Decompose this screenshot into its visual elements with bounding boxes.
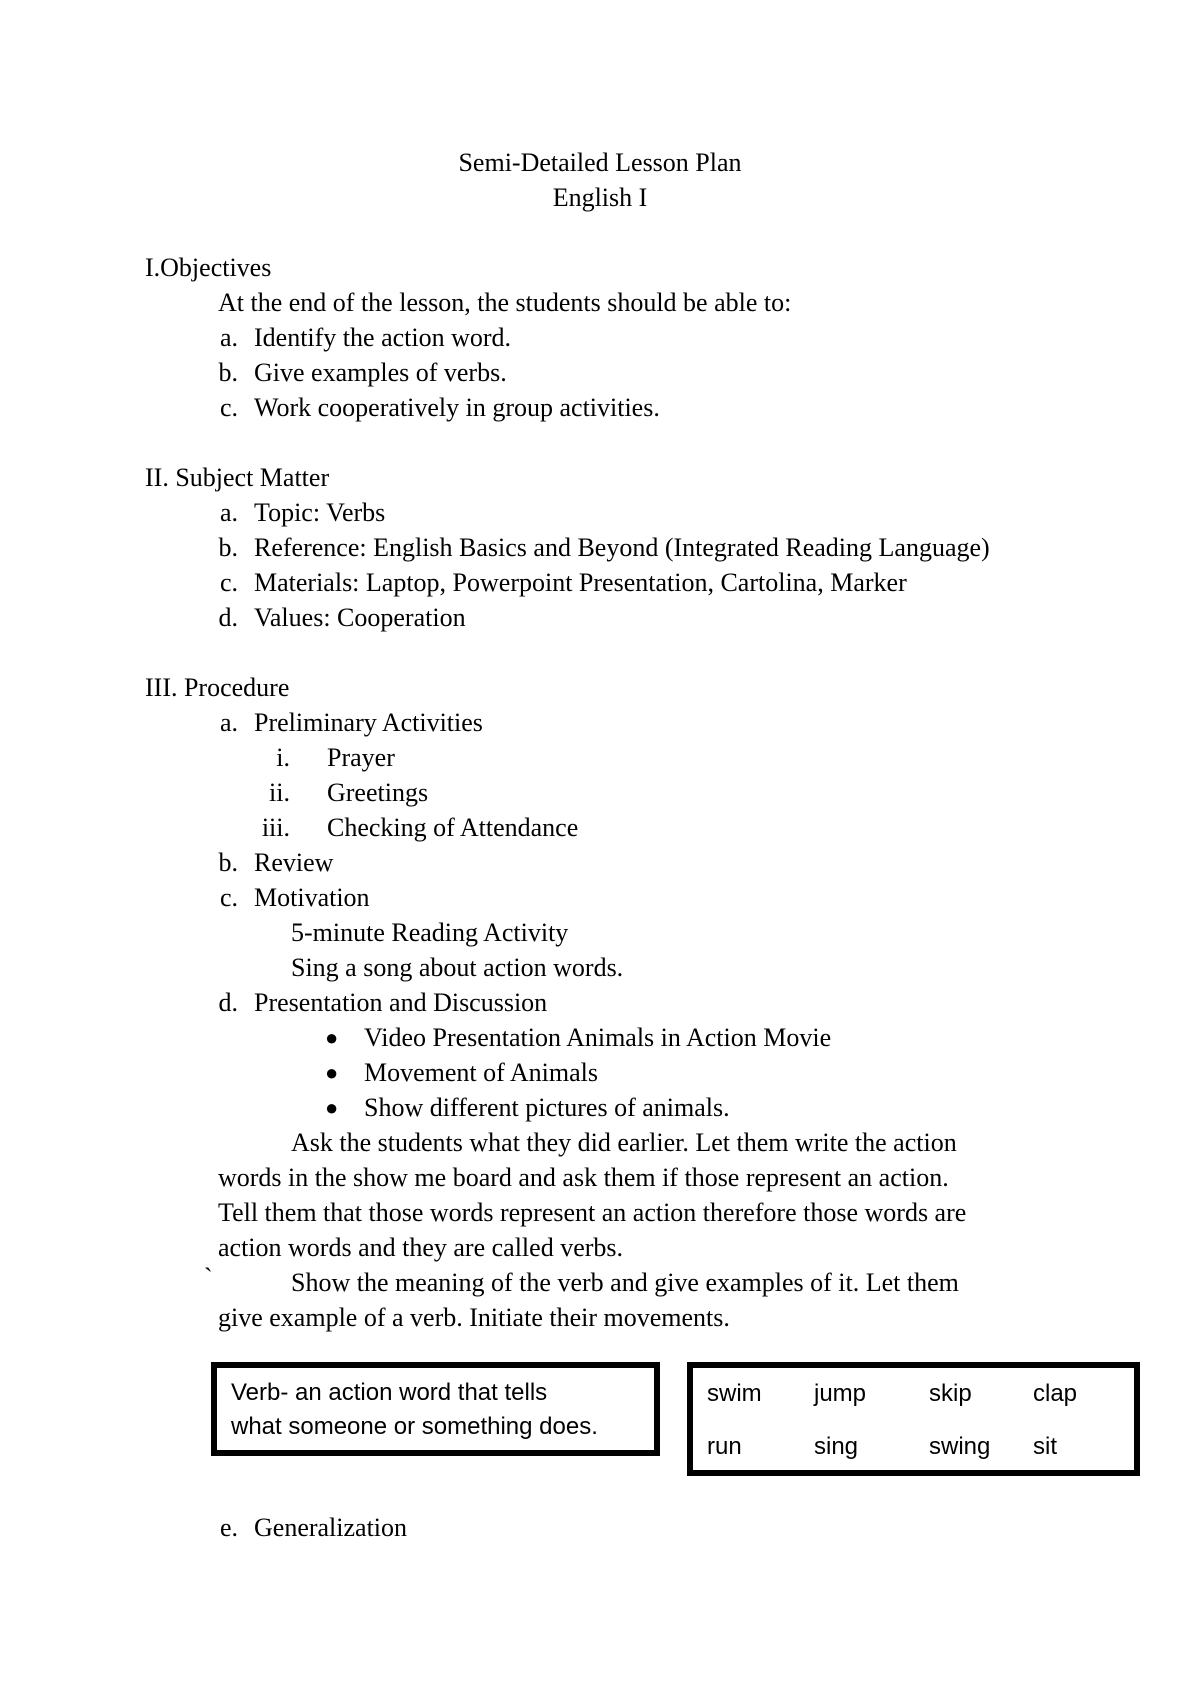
verb-word: sing <box>814 1433 859 1460</box>
verb-word: jump <box>814 1380 867 1407</box>
motivation-line: Sing a song about action words. <box>291 953 624 982</box>
list-marker: c. <box>219 568 238 597</box>
paragraph-line: Show the meaning of the verb and give examples of it. Let them <box>291 1268 959 1297</box>
list-marker: a. <box>219 323 238 352</box>
verb-examples-box <box>687 1362 1140 1476</box>
bullet-item: Video Presentation Animals in Action Movie <box>364 1023 832 1052</box>
verb-word: clap <box>1033 1380 1078 1407</box>
subject-item: Reference: English Basics and Beyond (Integrated Reading Language) <box>254 533 990 562</box>
review-item: Review <box>254 848 334 877</box>
presentation-item: Presentation and Discussion <box>254 988 548 1017</box>
roman-marker: i. <box>276 743 290 772</box>
list-marker: b. <box>218 848 238 877</box>
paragraph-line: Tell them that those words represent an action therefore those words are <box>218 1198 967 1227</box>
stray-backtick: ` <box>204 1263 213 1292</box>
subject-item: Values: Cooperation <box>254 603 466 632</box>
objectives-heading: I.Objectives <box>145 253 272 282</box>
paragraph-line: Ask the students what they did earlier. Let them write the action <box>291 1128 957 1157</box>
list-marker: d. <box>218 603 238 632</box>
definition-line: Verb- an action word that tells <box>231 1379 548 1406</box>
verb-word: sit <box>1033 1433 1057 1460</box>
preliminary-sub-item: Prayer <box>327 743 395 772</box>
list-marker: e. <box>219 1513 238 1542</box>
roman-marker: iii. <box>261 813 290 842</box>
document-subtitle: English I <box>552 183 648 212</box>
paragraph-line: action words and they are called verbs. <box>218 1233 624 1262</box>
definition-line: what someone or something does. <box>231 1413 598 1440</box>
bullet-icon: ● <box>325 1060 339 1085</box>
verb-word: skip <box>929 1380 972 1407</box>
subject-matter-heading: II. Subject Matter <box>145 463 330 492</box>
list-marker: b. <box>218 358 238 387</box>
verb-word: swing <box>929 1433 991 1460</box>
list-marker: d. <box>218 988 238 1017</box>
generalization-item: Generalization <box>254 1513 408 1542</box>
paragraph-line: words in the show me board and ask them if those represent an action. <box>218 1163 949 1192</box>
preliminary-sub-item: Checking of Attendance <box>327 813 579 842</box>
document-title: Semi-Detailed Lesson Plan <box>458 148 742 177</box>
list-marker: c. <box>219 393 238 422</box>
list-marker: a. <box>219 708 238 737</box>
paragraph-line: give example of a verb. Initiate their movements. <box>218 1303 730 1332</box>
list-marker: b. <box>218 533 238 562</box>
objectives-intro: At the end of the lesson, the students should be able to: <box>218 288 792 317</box>
roman-marker: ii. <box>269 778 290 807</box>
motivation-line: 5-minute Reading Activity <box>291 918 569 947</box>
procedure-heading: III. Procedure <box>145 673 290 702</box>
motivation-item: Motivation <box>254 883 370 912</box>
preliminary-activities: Preliminary Activities <box>254 708 483 737</box>
subject-item: Topic: Verbs <box>254 498 386 527</box>
bullet-icon: ● <box>325 1025 339 1050</box>
objective-item: Give examples of verbs. <box>254 358 507 387</box>
list-marker: a. <box>219 498 238 527</box>
bullet-item: Show different pictures of animals. <box>364 1093 730 1122</box>
preliminary-sub-item: Greetings <box>327 778 429 807</box>
bullet-item: Movement of Animals <box>364 1058 598 1087</box>
bullet-icon: ● <box>325 1095 339 1120</box>
objective-item: Work cooperatively in group activities. <box>254 393 660 422</box>
subject-item: Materials: Laptop, Powerpoint Presentation, Cartolina, Marker <box>254 568 907 597</box>
list-marker: c. <box>219 883 238 912</box>
objective-item: Identify the action word. <box>254 323 512 352</box>
verb-word: swim <box>707 1380 762 1407</box>
verb-word: run <box>707 1433 742 1460</box>
verb-definition-box <box>211 1362 660 1456</box>
